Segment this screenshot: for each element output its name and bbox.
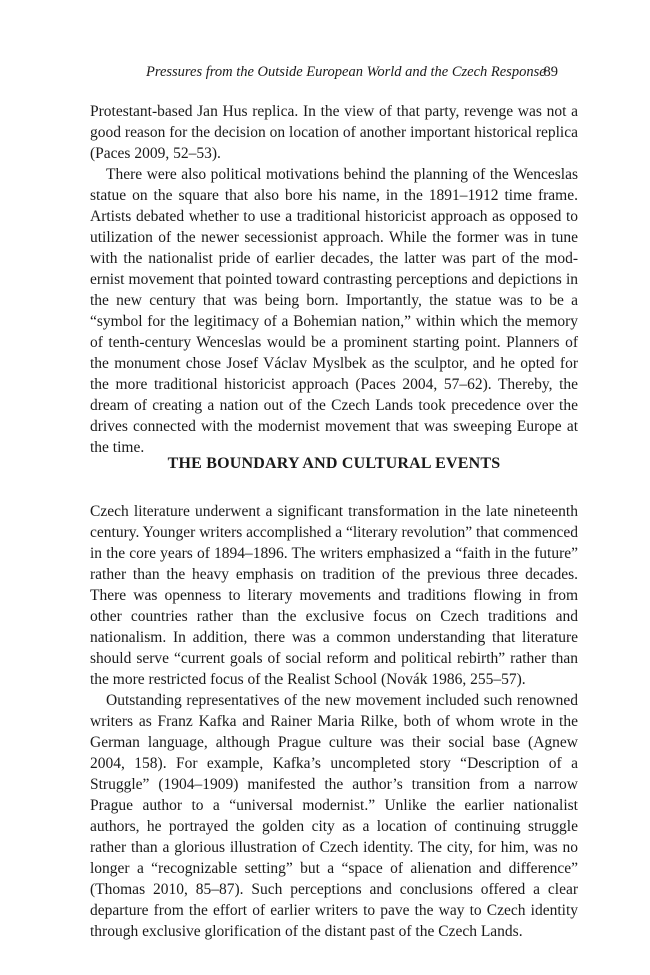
paragraph: Protestant-based Jan Hus replica. In the view of that party, revenge was not a good reason for the decision on location of another important historical replica (Paces 2009, 52–53). bbox=[90, 103, 578, 162]
page-number: 89 bbox=[543, 64, 558, 80]
running-title: Pressures from the Outside European World and the Czech Response bbox=[146, 64, 546, 80]
section-heading: THE BOUNDARY AND CULTURAL EVENTS bbox=[167, 455, 501, 472]
paragraph: There were also political motivations behind the planning of the Wenceslas statue on the square that also bore his name, in the 1891–1912 time frame. Artists debated whether to use a traditional historicist approach as opposed to utilization of the newer secessionist approach. While the former was in tune with the nationalist pride of earlier decades, the latter was part of the modernist movement that pointed toward contrasting perceptions and depictions in the new century that was being born. Importantly, the statue was to be a “symbol for the legitimacy of a Bohemian nation,” within which the memory of tenth-century Wenceslas would be a prominent starting point. Planners of the monument chose Josef Václav Myslbek as the sculptor, and he opted for the more traditional historicist approach (Paces 2004, 57–62). Thereby, the dream of creating a nation out of the Czech Lands took precedence over the drives connected with the modernist movement that was sweeping Europe at the time. bbox=[90, 166, 578, 456]
running-header bbox=[88, 64, 558, 86]
paragraph: Outstanding representatives of the new movement included such renowned writers as Franz Kafka and Rainer Maria Rilke, both of whom wrote in the German language, although Prague culture was their social base (Agnew 2004, 158). For example, Kafka’s uncompleted story “Description of a Struggle” (1904–1909) manifested the author’s transition from a narrow Prague author to a “universal modernist.” Unlike the earlier nationalist authors, he portrayed the golden city as a location of continuing struggle rather than a glorious illustration of Czech identity. The city, for him, was no longer a “recognizable setting” but a “space of alienation and difference” (Thomas 2010, 85–87). Such perceptions and conclusions offered a clear departure from the effort of earlier writers to pave the way to Czech identity through exclusive glorification of the distant past of the Czech Lands. bbox=[90, 692, 578, 940]
body-text-bottom bbox=[90, 501, 578, 942]
paragraph: Czech literature underwent a significant transformation in the late nineteenth century. Younger writers accomplished a “literary revolution” that commenced in the core years of 1894–1896. The writers emphasized a “faith in the future” rather than the heavy emphasis on tradition of the previous three decades. There was openness to literary movements and traditions flowing in from other countries rather than the exclusive focus on Czech traditions and nationalism. In addition, there was a common understanding that literature should serve “current goals of social reform and political rebirth” rather than the more restricted focus of the Realist School (Novák 1986, 255–57). bbox=[90, 503, 578, 688]
body-text-top bbox=[90, 101, 578, 458]
